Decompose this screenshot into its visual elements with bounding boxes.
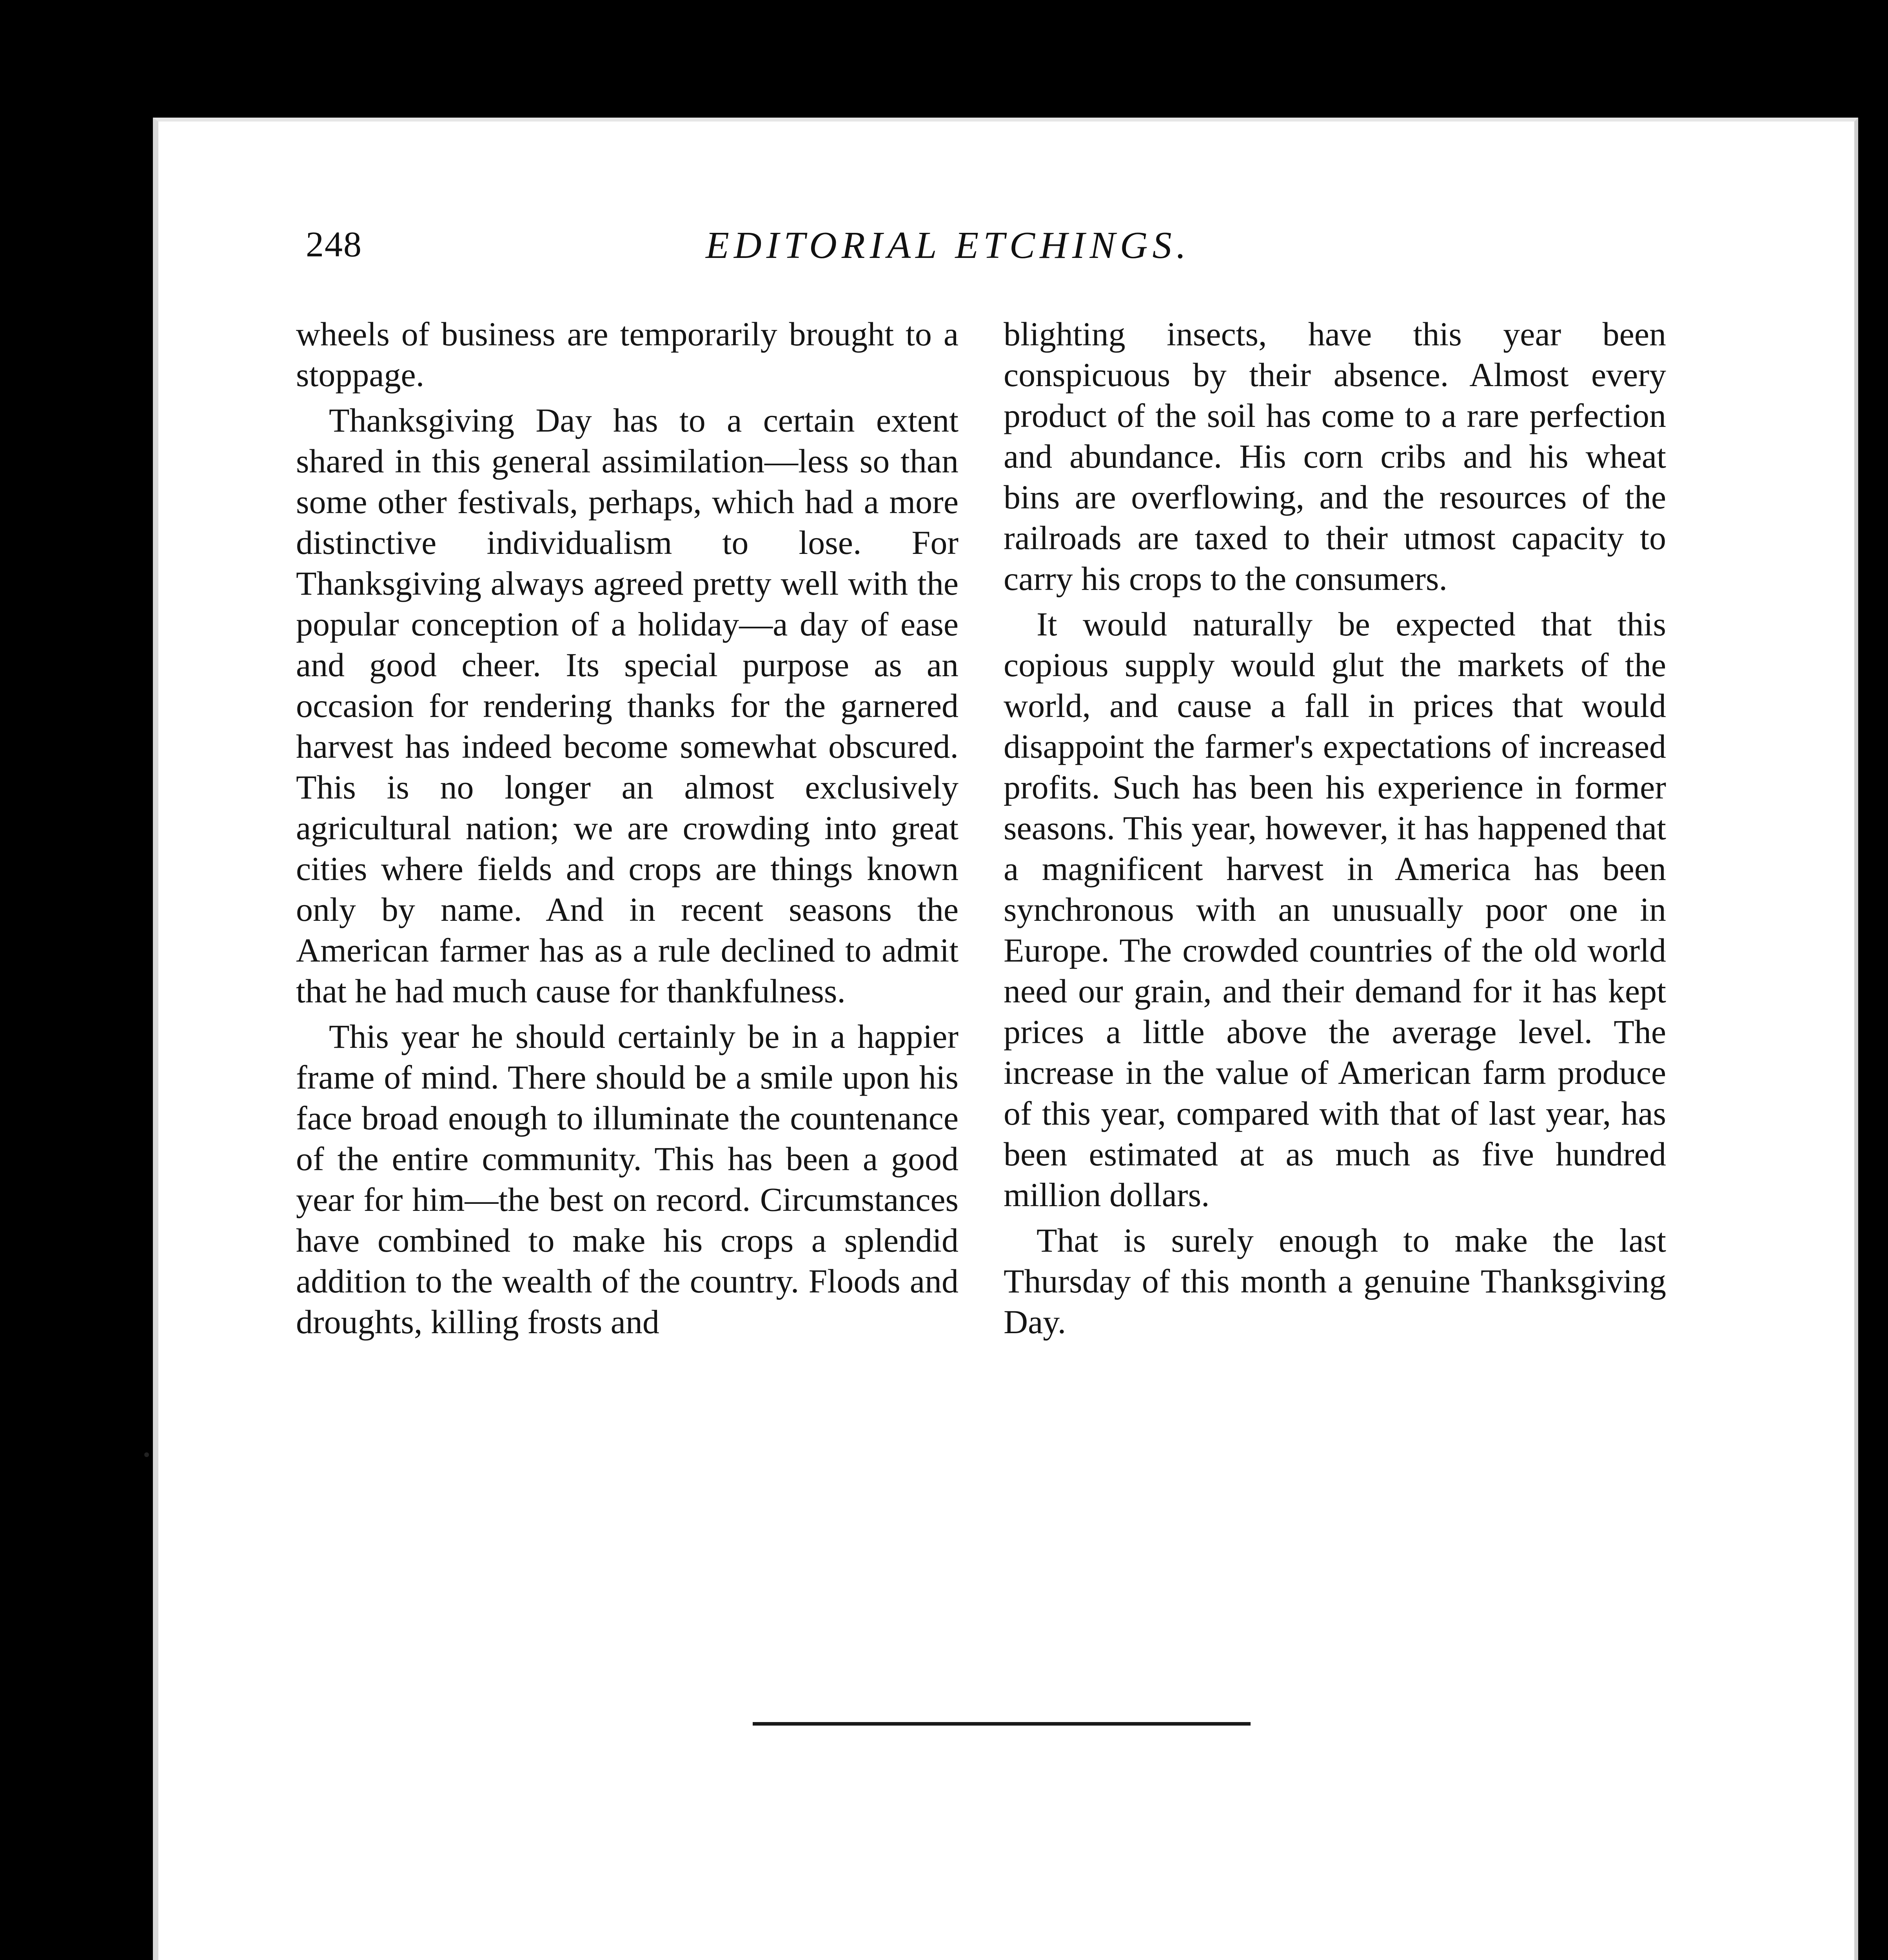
paragraph: That is surely enough to make the last Thursday of this month a genuine Thanksgiving Day. — [1004, 1221, 1666, 1341]
section-divider-rule — [753, 1722, 1251, 1726]
paragraph: This year he should certainly be in a happier frame of mind. There should be a smile upon his face broad enough to illuminate the countenance of the entire community. This has been a good year for him—the best on record. Circumstances have combined to make his crops a splendid addition to the wealth of the country. Floods and droughts, killing frosts and — [296, 1018, 959, 1341]
paragraph: blighting insects, have this year been conspicuous by their absence. Almost every product of the soil has come to a rare perfection and abundance. His corn cribs and his wheat bins are overflowing, and the resources of the railroads are taxed to their utmost capacity to carry his crops to the consumers. — [1004, 315, 1666, 597]
ink-speck — [144, 1452, 149, 1457]
paragraph: wheels of business are temporarily brought to a stoppage. — [296, 315, 959, 394]
paragraph: Thanksgiving Day has to a certain extent shared in this general assimilation—less so than some other festivals, perhaps, which had a more distinctive individualism to lose. For Thanksgiving always agreed pretty well with the popular conception of a holiday—a day of ease and good cheer. Its special purpose as an occasion for rendering thanks for the garnered harvest has indeed become somewhat obscured. This is no longer an almost exclusively agricultural nation; we are crowding into great cities where fields and crops are things known only by name. And in recent seasons the American farmer has as a rule declined to admit that he had much cause for thankfulness. — [296, 401, 959, 1010]
paragraph: It would naturally be expected that this copious supply would glut the markets of the world, and cause a fall in prices that would disappoint the farmer's expectations of increased profits. Such has been his experience in former seasons. This year, however, it has happened that a magnificent harvest in America has been synchronous with an unusually poor one in Europe. The crowded countries of the old world need our grain, and their demand for it has kept prices a little above the average level. The increase in the value of American farm produce of this year, compared with that of last year, has been estimated at as much as five hundred million dollars. — [1004, 605, 1666, 1214]
page-number: 248 — [306, 224, 362, 264]
left-column — [296, 314, 959, 1347]
right-column — [1004, 314, 1666, 1347]
running-head: EDITORIAL ETCHINGS. — [706, 224, 1191, 267]
